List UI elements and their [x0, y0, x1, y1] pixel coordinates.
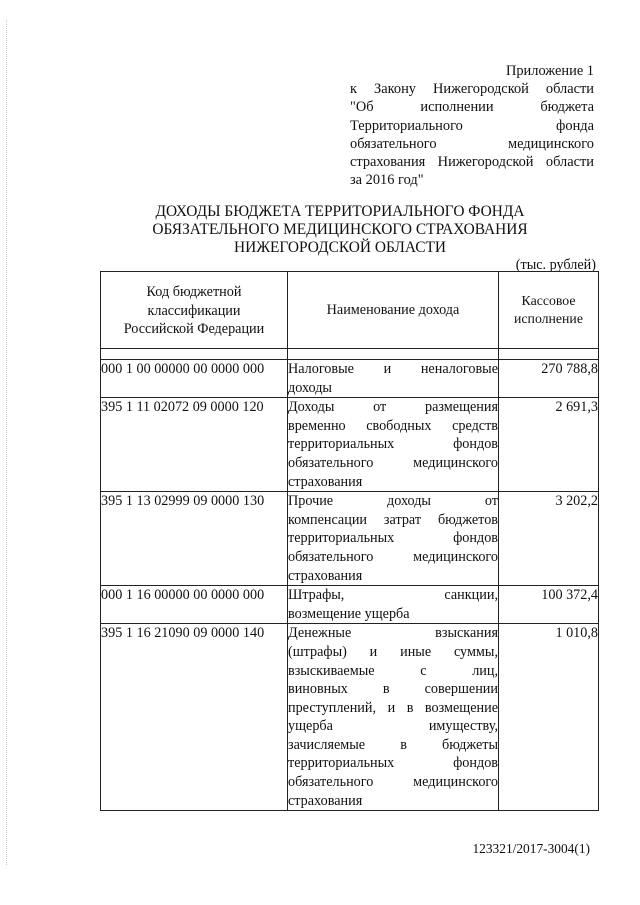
header-code-line: Российской Федерации	[123, 321, 265, 338]
table-row	[101, 360, 599, 398]
appendix-block	[350, 62, 594, 189]
row-name-line: страхования	[288, 473, 363, 490]
units-note: (тыс. рублей)	[515, 257, 596, 273]
table-row	[101, 624, 599, 811]
row-name	[288, 492, 499, 586]
row-code: 395 1 13 02999 09 0000 130	[101, 492, 288, 586]
row-code: 000 1 00 00000 00 0000 000	[101, 360, 288, 398]
row-name-line: территориальных фондов	[288, 436, 498, 453]
row-amount: 270 788,8	[499, 360, 599, 398]
scan-edge-marks	[6, 20, 8, 865]
table-spacer-row	[101, 349, 599, 360]
row-amount: 3 202,2	[499, 492, 599, 586]
row-name-line: взыскиваемые с лиц,	[288, 662, 498, 679]
row-name-line: обязательного медицинского	[288, 774, 498, 791]
row-name-line: Прочие доходы от	[288, 493, 498, 510]
table-row	[101, 586, 599, 624]
row-name-line: Штрафы, санкции,	[288, 587, 498, 604]
appendix-line: к Закону Нижегородской области	[350, 81, 594, 98]
row-name-line: виновных в совершении	[288, 681, 498, 698]
row-name-line: Налоговые и неналоговые	[288, 361, 498, 377]
row-name-line: компенсации затрат бюджетов	[288, 511, 498, 528]
document-title	[140, 203, 540, 256]
appendix-line: Территориального фонда	[350, 117, 594, 134]
header-name: Наименование дохода	[288, 272, 499, 349]
row-name-line: (штрафы) и иные суммы,	[288, 643, 498, 660]
row-name	[288, 586, 499, 624]
row-name	[288, 360, 499, 398]
income-table	[100, 271, 599, 811]
row-code: 395 1 16 21090 09 0000 140	[101, 624, 288, 811]
row-name-line: обязательного медицинского	[288, 454, 498, 471]
appendix-line: "Об исполнении бюджета	[350, 99, 594, 116]
table-header-row	[101, 272, 599, 349]
header-amount-line: Кассовое	[521, 293, 576, 308]
header-code-line: Код бюджетной	[146, 284, 242, 301]
row-name-line: доходы	[288, 379, 332, 396]
header-code	[101, 272, 288, 349]
row-name	[288, 398, 499, 492]
row-amount: 2 691,3	[499, 398, 599, 492]
row-code: 000 1 16 00000 00 0000 000	[101, 586, 288, 624]
row-name-line: Доходы от размещения	[288, 399, 498, 416]
row-amount: 1 010,8	[499, 624, 599, 811]
document-id: 123321/2017-3004(1)	[472, 841, 590, 856]
row-name-line: обязательного медицинского	[288, 548, 498, 565]
row-name	[288, 624, 499, 811]
row-name-line: территориальных фондов	[288, 530, 498, 547]
row-name-line: территориальных фондов	[288, 755, 498, 772]
appendix-line: обязательного медицинского	[350, 135, 594, 152]
row-name-line: зачисляемые в бюджеты	[288, 736, 498, 753]
row-name-line: временно свободных средств	[288, 417, 498, 434]
header-code-line: классификации	[147, 302, 241, 319]
appendix-line: за 2016 год"	[350, 172, 424, 189]
title-line: ОБЯЗАТЕЛЬНОГО МЕДИЦИНСКОГО СТРАХОВАНИЯ	[152, 220, 528, 238]
table-row	[101, 492, 599, 586]
row-name-line: Денежные взыскания	[288, 625, 498, 642]
row-code: 395 1 11 02072 09 0000 120	[101, 398, 288, 492]
row-name-line: возмещение ущерба	[288, 605, 410, 622]
row-name-line: преступлений, и в возмещение	[288, 699, 498, 716]
appendix-line: Приложение 1	[505, 63, 594, 79]
row-name-line: ущерба имуществу,	[288, 718, 498, 735]
appendix-line: страхования Нижегородской области	[350, 154, 594, 171]
header-amount	[499, 272, 599, 349]
table-row	[101, 398, 599, 492]
row-name-line: страхования	[288, 567, 363, 584]
title-line: НИЖЕГОРОДСКОЙ ОБЛАСТИ	[233, 238, 446, 256]
row-amount: 100 372,4	[499, 586, 599, 624]
row-name-line: страхования	[288, 792, 363, 809]
title-line: ДОХОДЫ БЮДЖЕТА ТЕРРИТОРИАЛЬНОГО ФОНДА	[155, 203, 525, 220]
header-amount-line: исполнение	[514, 311, 583, 326]
